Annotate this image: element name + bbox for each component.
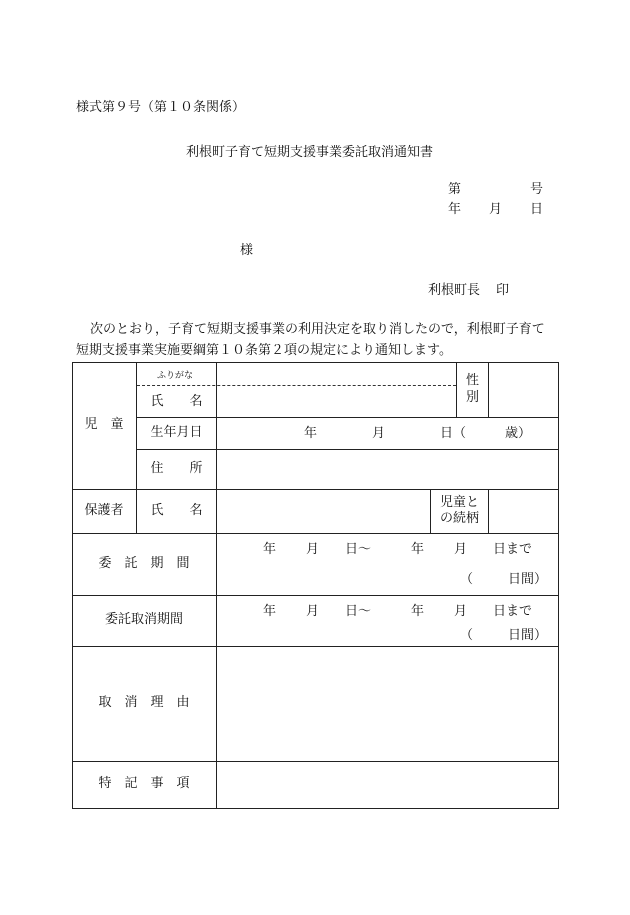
child-name-field[interactable] xyxy=(217,363,456,417)
child-name-label: 氏 名 xyxy=(150,393,203,409)
notes-field[interactable] xyxy=(217,762,558,808)
period-days: 日間） xyxy=(508,572,548,587)
address-field[interactable] xyxy=(217,450,558,489)
relation-label: 児童と の続柄 xyxy=(439,494,479,526)
sex-field[interactable] xyxy=(489,363,558,417)
guardian-name-field[interactable] xyxy=(217,490,430,533)
cancel-to-day: 日まで xyxy=(493,604,533,619)
addressee-suffix: 様 xyxy=(240,243,254,258)
address-label: 住 所 xyxy=(150,460,203,476)
period-from-day: 日〜 xyxy=(345,542,372,557)
reason-label: 取 消 理 由 xyxy=(98,695,190,711)
child-header: 児 童 xyxy=(84,417,124,433)
date-day: 日 xyxy=(530,202,544,217)
seal-mark: 印 xyxy=(496,283,510,298)
dob-day: 日（ xyxy=(440,426,467,441)
relation-field[interactable] xyxy=(489,490,558,533)
body-line-1: 次のとおり，子育て短期支援事業の利用決定を取り消したので，利根町子育て xyxy=(90,322,545,337)
cancel-days: 日間） xyxy=(508,628,548,643)
cancel-from-month: 月 xyxy=(306,604,320,619)
dob-year: 年 xyxy=(304,426,318,441)
guardian-name-label: 氏 名 xyxy=(150,502,203,518)
dob-label: 生年月日 xyxy=(150,424,203,440)
period-to-month: 月 xyxy=(454,542,468,557)
period-label: 委 託 期 間 xyxy=(98,555,190,571)
period-to-year: 年 xyxy=(411,542,425,557)
cancel-to-year: 年 xyxy=(411,604,425,619)
issuer: 利根町長 xyxy=(428,283,481,298)
document-title: 利根町子育て短期支援事業委託取消通知書 xyxy=(186,145,434,160)
notes-label: 特 記 事 項 xyxy=(98,776,190,792)
sex-label: 性 別 xyxy=(465,373,479,405)
period-to-day: 日まで xyxy=(493,542,533,557)
cancel-paren-open: （ xyxy=(460,628,474,643)
cancel-period-label: 委託取消期間 xyxy=(104,612,183,628)
reason-field[interactable] xyxy=(217,647,558,761)
furigana-label: ふりがな xyxy=(157,371,194,381)
dob-month: 月 xyxy=(372,426,386,441)
cancel-from-year: 年 xyxy=(263,604,277,619)
guardian-header: 保護者 xyxy=(84,502,124,518)
form-number: 様式第９号（第１０条関係） xyxy=(76,100,246,115)
period-from-month: 月 xyxy=(306,542,320,557)
ref-go: 号 xyxy=(530,182,544,197)
date-month: 月 xyxy=(489,202,503,217)
cancel-from-day: 日〜 xyxy=(345,604,372,619)
ref-dai: 第 xyxy=(448,182,462,197)
cancel-to-month: 月 xyxy=(454,604,468,619)
period-from-year: 年 xyxy=(263,542,277,557)
dob-age: 歳） xyxy=(505,426,532,441)
date-year: 年 xyxy=(448,202,462,217)
period-paren-open: （ xyxy=(460,572,474,587)
body-line-2: 短期支援事業実施要綱第１０条第２項の規定により通知します。 xyxy=(76,343,452,358)
